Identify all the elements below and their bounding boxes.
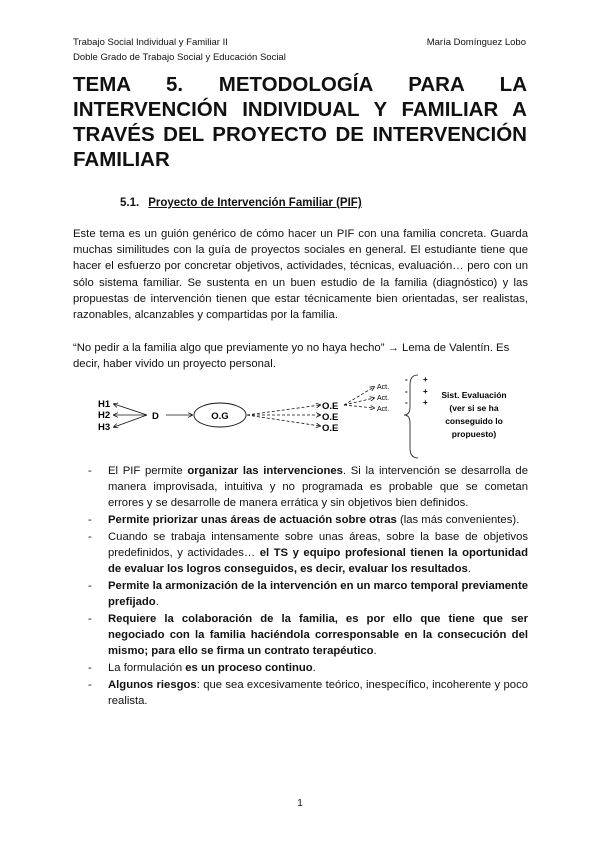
bullet-bold-text: organizar las intervenciones [187, 465, 343, 477]
bullet-item [88, 660, 528, 676]
bullet-dash: - [88, 465, 92, 477]
bullet-dash: - [88, 612, 92, 625]
bullet-dash: - [88, 661, 92, 674]
bullet-item [88, 578, 528, 610]
bullet-text: . [155, 596, 159, 609]
bullet-dash: - [88, 530, 92, 543]
bullet-text: . [467, 563, 471, 576]
arrow-oe-act2 [344, 398, 374, 405]
motto-paragraph: “No pedir a la familia algo que previamente yo no haya hecho” → Lema de Valentín. Es decir, haber vivido un proyecto personal. [73, 342, 510, 371]
bullet-text: La formulación [108, 661, 186, 674]
og-label: O.G [211, 411, 229, 422]
oe-label: O.E [322, 412, 339, 423]
bullet-text: Cuando se trabaja intensamente sobre unas áreas, sobre la base de objetivos predefinidos, y actividades… [108, 530, 528, 560]
arrow-oe-act1 [344, 387, 374, 405]
bullet-text: El PIF permite [108, 465, 188, 477]
title-line: TRAVÉS DEL PROYECTO DE INTERVENCIÓN [73, 123, 527, 146]
h-label: H3 [98, 422, 111, 433]
bullet-text: (las más convenientes). [396, 514, 520, 527]
eval-line: conseguido lo [445, 416, 503, 426]
mark: - [405, 398, 408, 407]
oe-label: O.E [322, 423, 339, 434]
d-label: D [152, 411, 159, 422]
section-heading [120, 197, 362, 209]
pif-diagram [92, 370, 532, 460]
bullet-item [88, 512, 528, 528]
bullet-bold-text: Permite la armonización de la intervención en un marco temporal previamente prefijado [108, 579, 528, 609]
title-line: FAMILIAR [73, 148, 170, 171]
mark: + [423, 398, 428, 407]
bullet-text: : que sea excesivamente teórico, inespecífico, incoherente y poco realista. [108, 678, 528, 707]
header-course: Trabajo Social Individual y Familiar II [73, 37, 228, 48]
bullet-dash: - [88, 579, 92, 592]
header-author: María Domínguez Lobo [426, 37, 526, 48]
mark: + [423, 387, 428, 396]
arrow-d-h3 [114, 415, 147, 427]
bullet-dash: - [88, 514, 92, 527]
mark: + [423, 375, 428, 384]
h-label: H1 [98, 399, 111, 410]
arrow-oe-act3 [344, 405, 374, 408]
bullet-bold-text: es un proceso continuo [185, 661, 313, 674]
document-title [73, 72, 527, 172]
section-label: Proyecto de Intervención Familiar (PIF) [148, 197, 362, 209]
bullet-dash: - [88, 678, 92, 691]
h-label: H2 [98, 410, 111, 421]
arrow-d-h1 [114, 404, 147, 415]
bullet-text: . [312, 661, 316, 674]
bullet-text: . [373, 645, 377, 658]
bullet-item [88, 677, 528, 709]
oe-label: O.E [322, 401, 339, 412]
bullet-item [88, 529, 528, 578]
bullet-bold-text: Permite priorizar unas áreas de actuación sobre otras [108, 514, 397, 527]
bullet-list [88, 463, 528, 710]
title-line: TEMA 5. METODOLOGÍA PARA LA [73, 73, 527, 96]
bullet-item [88, 611, 528, 660]
mark: - [405, 375, 408, 384]
act-label: Act. [377, 395, 390, 402]
section-number: 5.1. [120, 197, 140, 209]
mark: - [405, 387, 408, 396]
eval-line: Sist. Evaluación [441, 390, 507, 400]
eval-line: (ver si se ha [449, 403, 499, 413]
bullet-text: . Si la intervención se desarrolla de manera improvisada, intuitiva y no programada es probable que se cometan errores y se desarrolle de manera errática y sin objetivos bien definidos. [108, 465, 528, 510]
header-degree: Doble Grado de Trabajo Social y Educación Social [73, 52, 286, 63]
eval-line: propuesto) [451, 429, 497, 439]
bullet-bold-text: Requiere la colaboración de la familia, es por ello que tiene que ser negociado con la familia haciéndola corresponsable en la consecución del mismo; para ello se firma un contrato terapéutico [108, 612, 528, 658]
act-label: Act. [377, 406, 390, 413]
page-number: 1 [297, 798, 303, 809]
act-label: Act. [377, 384, 390, 391]
bullet-bold-text: Algunos riesgos [108, 678, 197, 691]
bullet-item [88, 463, 528, 512]
bullet-bold-text: el TS y equipo profesional tienen la oportunidad de evaluar los logros conseguidos, es decir, evaluar los resultados [108, 547, 528, 576]
title-line: INTERVENCIÓN INDIVIDUAL Y FAMILIAR A [73, 98, 527, 121]
arrow-og-oe3 [247, 415, 320, 426]
arrow-og-oe1 [247, 405, 320, 415]
intro-paragraph: Este tema es un guión genérico de cómo hacer un PIF con una familia concreta. Guarda muchas similitudes con la guía de proyectos sociales en general. El estudiante tiene que hacer el esfuerzo por concretar objetivos, actividades, técnicas, evaluación… pero con un sólo sistema familiar. Se sustenta en un buen estudio de la familia (diagnóstico) y las propuestas de intervención tienen que estar técnicamente bien orientadas, ser realistas, razonables, alcanzables y compartidas por la familia. [73, 228, 528, 322]
